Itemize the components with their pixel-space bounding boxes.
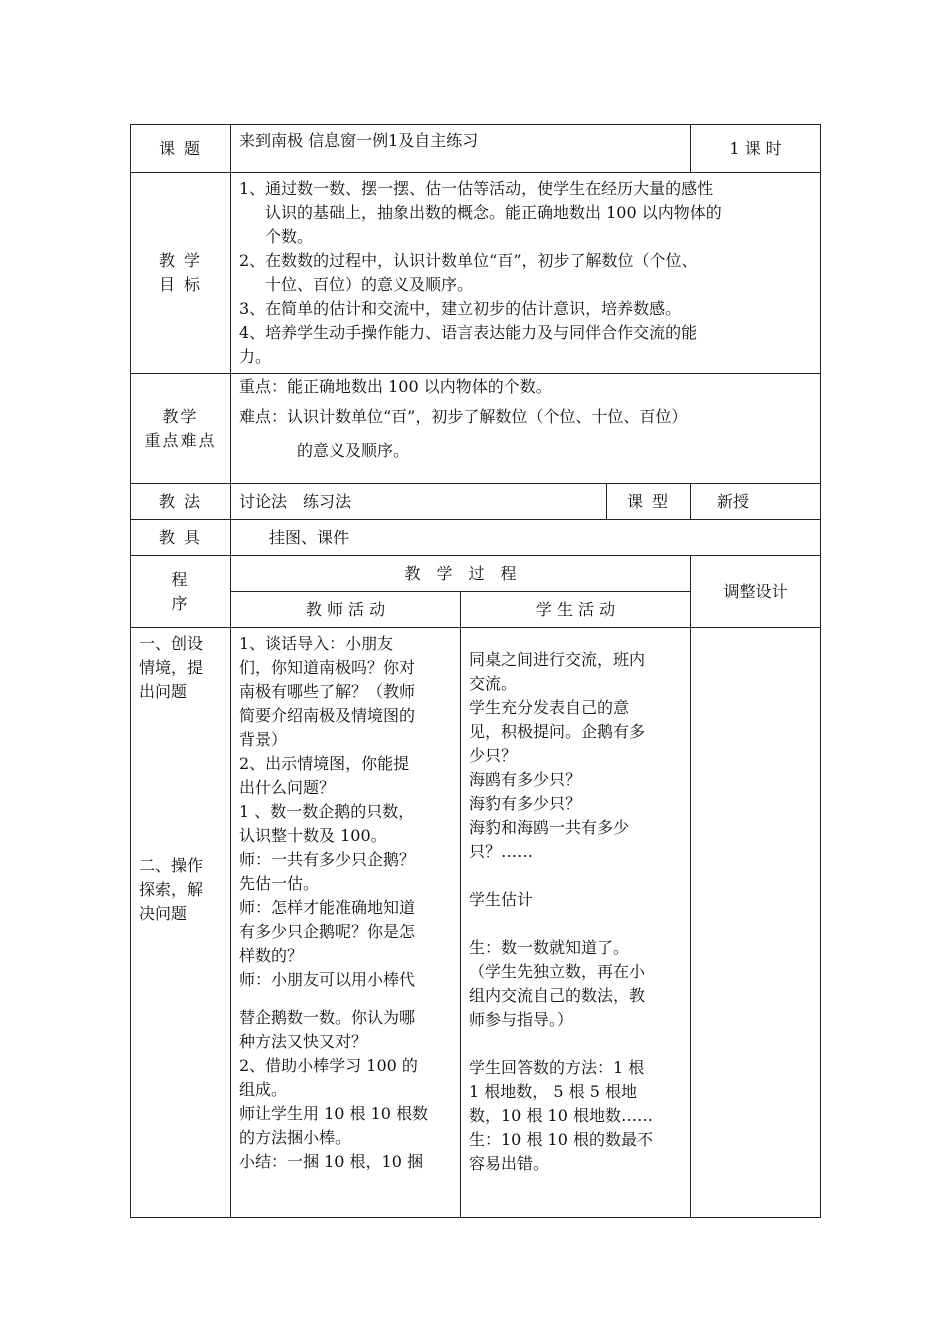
lesson-type-label: 课 型 bbox=[607, 484, 691, 520]
topic-value: 来到南极 信息窗一例1及自主练习 bbox=[231, 125, 691, 173]
focus-point: 重点：能正确地数出 100 以内物体的个数。 bbox=[239, 377, 552, 396]
program-label: 程 序 bbox=[131, 556, 231, 628]
objective-3: 3、在简单的估计和交流中，建立初步的估计意识，培养数感。 bbox=[239, 299, 682, 318]
lesson-type-value: 新授 bbox=[691, 484, 821, 520]
key-points-content: 重点：能正确地数出 100 以内物体的个数。 难点：认识计数单位“百”，初步了解数位（个位、十位、百位） 的意义及顺序。 bbox=[231, 374, 821, 484]
objective-2: 2、在数数的过程中，认识计数单位“百”，初步了解数位（个位、 bbox=[239, 251, 698, 270]
tools-value: 挂图、课件 bbox=[231, 520, 821, 556]
objectives-content: 1、通过数一数、摆一摆、估一估等活动，使学生在经历大量的感性 认识的基础上，抽象出数的概念。能正确地数出 100 以内物体的 个数。 2、在数数的过程中，认识计数单位“百”，初步了解数位（个位、 十位、百位）的意义及顺序。 3、在简单的估计和交流中，建立初步的估计意识，培养数感。 4、培养学生动手操作能力、语言表达能力及与同伴合作交流的能 力。 bbox=[231, 173, 821, 374]
teacher-activity: 1、谈话导入：小朋友 们，你知道南极吗？你对 南极有哪些了解？（教师 简要介绍南极及情境图的 背景） 2、出示情境图，你能提 出什么问题？ 1 、数一数企鹅的只数， 认识整十数及 100。 师：一共有多少只企鹅？ 先估一估。 师：怎样才能准确地知道 有多少只企鹅呢？你是怎 样数的？ 师：小朋友可以用小棒代 替企鹅数一数。你认为哪 种方法又快又对？ 2、借助小棒学习 100 的 组成。 师让学生用 10 根 10 根数 的方法捆小棒。 小结：一捆 10 根，10 捆 bbox=[231, 628, 461, 1218]
stage-1: 一、创设 bbox=[139, 634, 204, 653]
topic-label: 课 题 bbox=[131, 125, 231, 173]
tools-label: 教 具 bbox=[131, 520, 231, 556]
adjust-header: 调整设计 bbox=[691, 556, 821, 628]
student-activity-header: 学 生 活 动 bbox=[461, 592, 691, 628]
objectives-label: 教 学 目 标 bbox=[131, 173, 231, 374]
teacher-activity-header: 教 师 活 动 bbox=[231, 592, 461, 628]
method-label: 教 法 bbox=[131, 484, 231, 520]
key-points-label: 教学 重点难点 bbox=[131, 374, 231, 484]
lesson-plan-table bbox=[130, 124, 821, 1218]
lesson-hours: 1 课 时 bbox=[691, 125, 821, 173]
method-value: 讨论法 练习法 bbox=[231, 484, 607, 520]
stage-column: 一、创设 情境，提 出问题 二、操作 探索，解 决问题 bbox=[131, 628, 231, 1218]
stage-2: 二、操作 bbox=[139, 856, 204, 875]
adjust-design bbox=[691, 628, 821, 1218]
objective-1: 1、通过数一数、摆一摆、估一估等活动，使学生在经历大量的感性 bbox=[239, 179, 714, 198]
process-header: 教 学 过 程 bbox=[231, 556, 691, 592]
objective-4: 4、培养学生动手操作能力、语言表达能力及与同伴合作交流的能 bbox=[239, 323, 698, 342]
student-activity: 同桌之间进行交流，班内 交流。 学生充分发表自己的意 见，积极提问。企鹅有多 少只？ 海鸥有多少只？ 海豹有多少只？ 海豹和海鸥一共有多少 只？…… 学生估计 生：数一数就知道了。 （学生先独立数，再在小 组内交流自己的数法，教 师参与指导。） 学生回答数的方法：1 根 1 根地数， 5 根 5 根地 数，10 根 10 根地数…… 生：10 根 10 根的数最不 容易出错。 bbox=[461, 628, 691, 1218]
difficulty-point: 难点：认识计数单位“百”，初步了解数位（个位、十位、百位） bbox=[239, 407, 688, 426]
